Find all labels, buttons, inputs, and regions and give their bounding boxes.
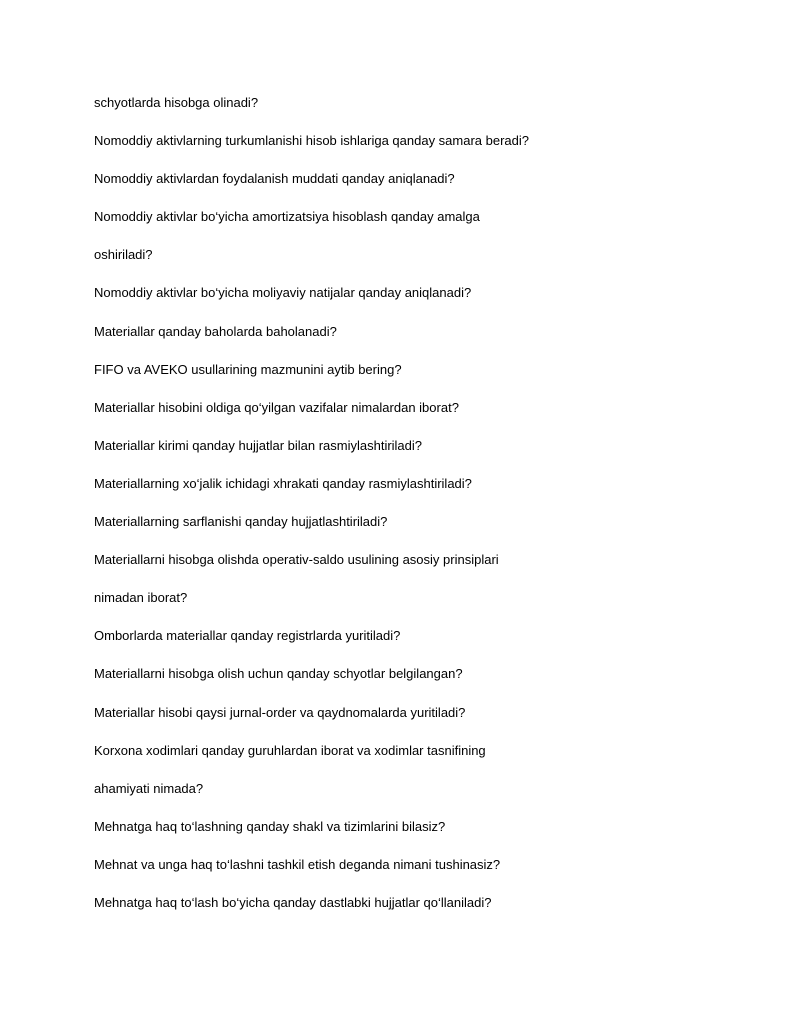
text-line: Nomoddiy aktivlar bo‘yicha amortizatsiya hisoblash qanday amalga xyxy=(94,209,480,225)
text-line: Materiallar hisobini oldiga qo‘yilgan vazifalar nimalardan iborat? xyxy=(94,399,459,415)
text-line: Materiallarning sarflanishi qanday hujjatlashtiriladi? xyxy=(94,514,388,530)
text-line: nimadan iborat? xyxy=(94,590,188,606)
text-line: schyotlarda hisobga olinadi? xyxy=(94,95,259,110)
text-line: Nomoddiy aktivlarning turkumlanishi hisob ishlariga qanday samara beradi? xyxy=(94,133,530,149)
text-line: FIFO va AVEKO usullarining mazmunini aytib bering? xyxy=(94,361,402,377)
text-line: Korxona xodimlari qanday guruhlardan iborat va xodimlar tasnifining xyxy=(94,742,486,758)
text-line: Materiallarni hisobga olish uchun qanday schyotlar belgilangan? xyxy=(94,666,463,682)
text-line: Materiallarning xo‘jalik ichidagi xhrakati qanday rasmiylashtiriladi? xyxy=(94,475,472,491)
text-line: Mehnatga haq to‘lash bo‘yicha qanday dastlabki hujjatlar qo‘llaniladi? xyxy=(94,894,492,910)
text-line: Omborlarda materiallar qanday registrlarda yuritiladi? xyxy=(94,628,401,644)
text-line: Materiallarni hisobga olishda operativ-saldo usulining asosiy prinsiplari xyxy=(94,552,499,568)
text-line: Materiallar qanday baholarda baholanadi? xyxy=(94,323,337,339)
text-line: Mehnatga haq to‘lashning qanday shakl va tizimlarini bilasiz? xyxy=(94,818,446,834)
text-line: Materiallar kirimi qanday hujjatlar bilan rasmiylashtiriladi? xyxy=(94,437,423,453)
question-list xyxy=(94,93,734,931)
text-line: Materiallar hisobi qaysi jurnal-order va qaydnomalarda yuritiladi? xyxy=(94,704,466,720)
text-line: ahamiyati nimada? xyxy=(94,780,204,796)
text-line: Nomoddiy aktivlar bo‘yicha moliyaviy natijalar qanday aniqlanadi? xyxy=(94,285,472,301)
text-line: Mehnat va unga haq to‘lashni tashkil etish deganda nimani tushinasiz? xyxy=(94,856,501,872)
text-line: oshiriladi? xyxy=(94,247,153,263)
text-line: Nomoddiy aktivlardan foydalanish muddati qanday aniqlanadi? xyxy=(94,171,455,187)
